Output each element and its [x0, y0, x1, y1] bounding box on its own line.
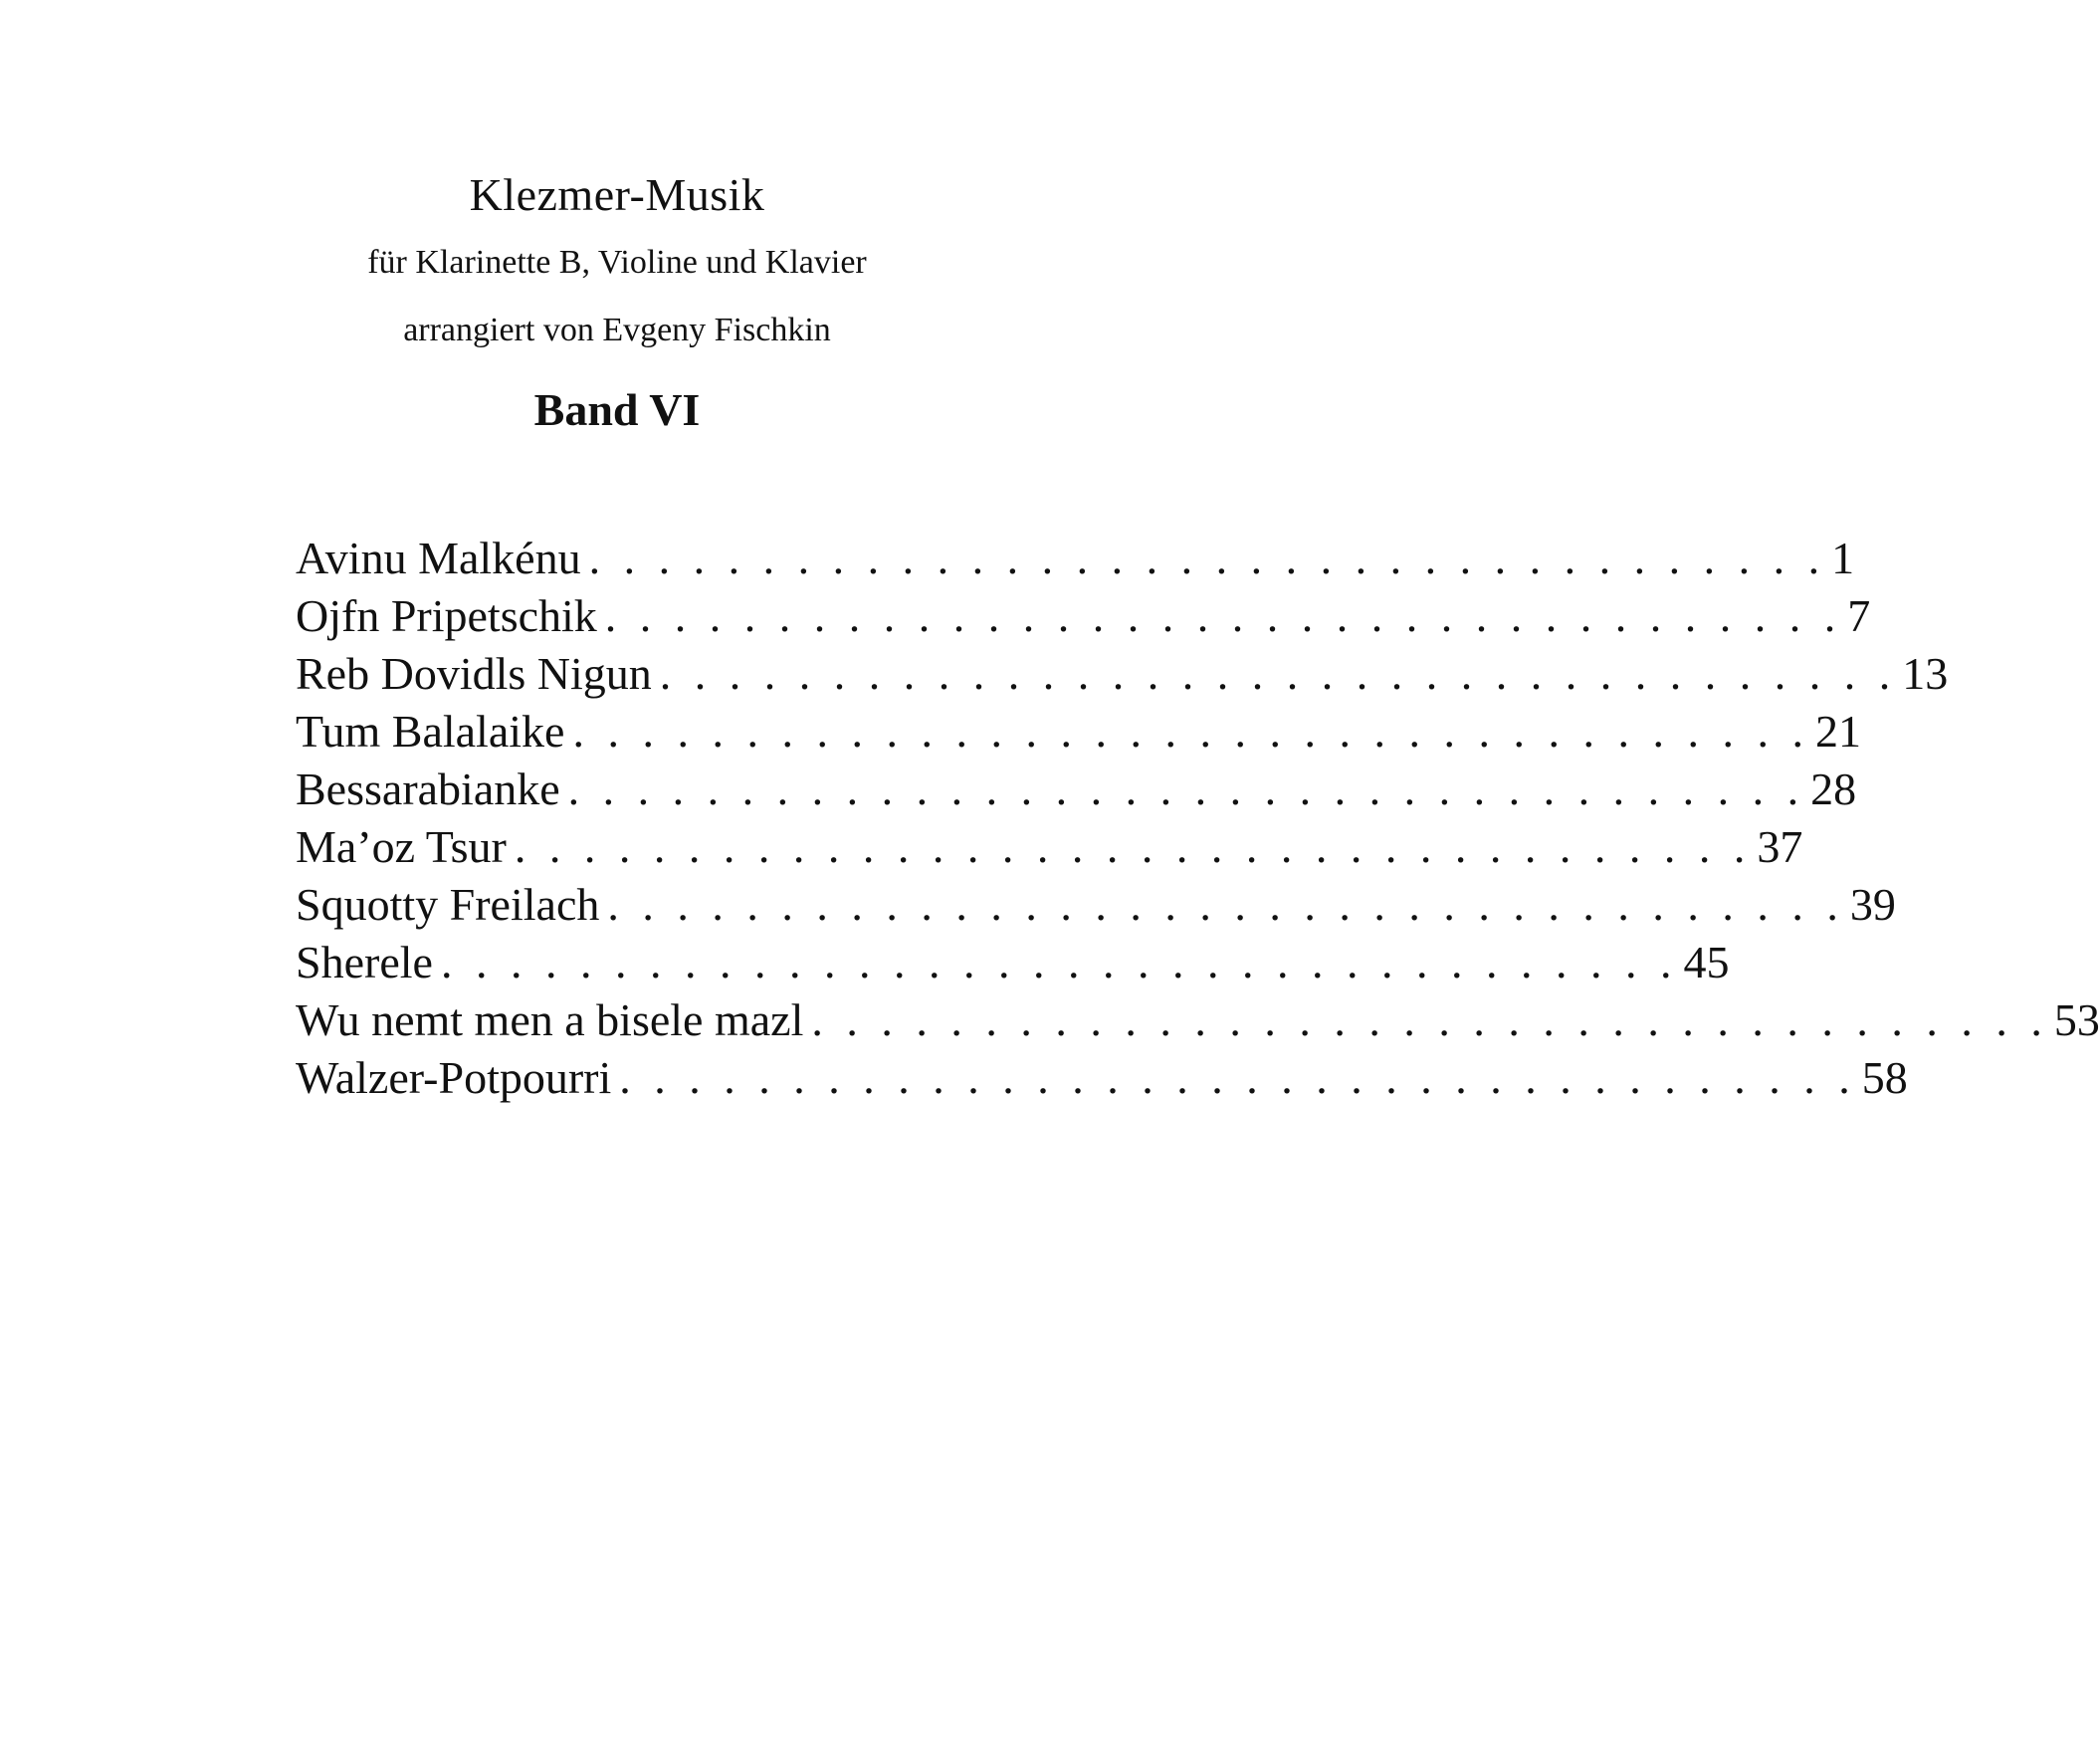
toc-entry-title: Ma’oz Tsur: [296, 821, 507, 872]
toc-leader-dots: . . . . . . . . . . . . . . . . . . . . . . . . . . . . . . . . . . . .: [604, 590, 1842, 641]
toc-entry-page: 21: [1814, 706, 1861, 757]
toc-entry: [296, 761, 1857, 818]
toc-leader-dots: . . . . . . . . . . . . . . . . . . . . . . . . . . . . . . . . . . . .: [619, 1052, 1856, 1103]
toc-leader-dots: . . . . . . . . . . . . . . . . . . . . . . . . . . . . . . . . . . . .: [514, 821, 1752, 872]
toc-leader-dots: . . . . . . . . . . . . . . . . . . . . . . . . . . . . . . . . . . . .: [659, 648, 1897, 699]
arranger-credit: arrangiert von Evgeny Fischkin: [403, 312, 831, 348]
toc-leader-dots: . . . . . . . . . . . . . . . . . . . . . . . . . . . . . . . . . . . .: [440, 937, 1678, 987]
toc-leader-dots: . . . . . . . . . . . . . . . . . . . . . . . . . . . . . . . . . . . .: [567, 764, 1805, 814]
toc-entry-page: 45: [1683, 937, 1730, 987]
toc-entry: [296, 703, 1861, 761]
toc-entry-page: 13: [1902, 648, 1949, 699]
toc-entry: [296, 587, 1871, 645]
toc-entry: [296, 645, 1949, 703]
toc-entry-page: 37: [1757, 821, 1803, 872]
document-title: Klezmer-Musik: [469, 169, 765, 220]
toc-entry-title: Squotty Freilach: [296, 879, 600, 930]
toc-entry-page: 39: [1849, 879, 1896, 930]
toc-entry-title: Avinu Malkénu: [296, 533, 581, 583]
toc-leader-dots: . . . . . . . . . . . . . . . . . . . . . . . . . . . . . . . . . . . .: [811, 994, 2048, 1045]
toc-entry-title: Bessarabianke: [296, 764, 560, 814]
toc-entry: [296, 1049, 1908, 1107]
table-of-contents: [296, 530, 2100, 1107]
document-subtitle: für Klarinette B, Violine und Klavier: [367, 244, 867, 281]
toc-entry-page: 53: [2053, 994, 2100, 1045]
toc-leader-dots: . . . . . . . . . . . . . . . . . . . . . . . . . . . . . . . . . . . .: [588, 533, 1826, 583]
volume-heading: Band VI: [533, 384, 701, 435]
toc-entry: [296, 934, 1730, 991]
toc-entry-title: Wu nemt men a bisele mazl: [296, 994, 804, 1045]
toc-entry-page: 7: [1847, 590, 1871, 641]
toc-entry-title: Ojfn Pripetschik: [296, 590, 597, 641]
toc-entry-title: Reb Dovidls Nigun: [296, 648, 652, 699]
toc-leader-dots: . . . . . . . . . . . . . . . . . . . . . . . . . . . . . . . . . . . .: [607, 879, 1844, 930]
toc-entry-page: 28: [1810, 764, 1857, 814]
toc-entry-title: Tum Balalaike: [296, 706, 565, 757]
toc-entry-page: 1: [1831, 533, 1855, 583]
toc-leader-dots: . . . . . . . . . . . . . . . . . . . . . . . . . . . . . . . . . . . .: [572, 706, 1809, 757]
toc-entry: [296, 991, 2100, 1049]
toc-entry-title: Sherele: [296, 937, 433, 987]
toc-entry: [296, 876, 1896, 934]
toc-entry: [296, 818, 1803, 876]
toc-entry-page: 58: [1861, 1052, 1908, 1103]
toc-entry: [296, 530, 1855, 587]
toc-entry-title: Walzer-Potpourri: [296, 1052, 612, 1103]
